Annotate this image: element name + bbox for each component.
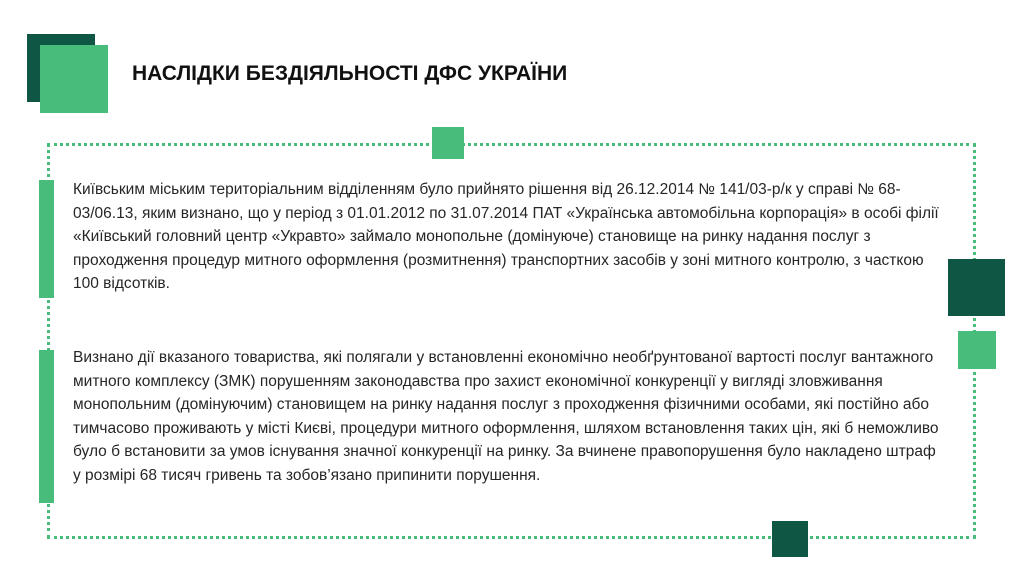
- paragraph-2: Визнано дії вказаного товариства, які полягали у встановленні економічно необґрунтованої вартості послуг вантажного митного комплексу (ЗМК) порушенням законодавства про захист економічної конкуренції у вигляді зловживання монопольним (домінуючим) становищем на ринку надання послуг з проходження фізичними особами, які постійно або тимчасово проживають у місті Києві, процедури митного оформлення, шляхом встановлення таких цін, які б неможливо було б встановити за умов існування значної конкуренції на ринку. За вчинене правопорушення було накладено штраф у розмірі 68 тисяч гривень та зобов’язано припинити порушення.: [73, 349, 939, 484]
- paragraph-1-accent-bar: [39, 180, 54, 298]
- slide-title: НАСЛІДКИ БЕЗДІЯЛЬНОСТІ ДФС УКРАЇНИ: [132, 62, 568, 85]
- title-decor-light-square: [40, 45, 108, 113]
- frame-bottom-square: [772, 521, 808, 557]
- right-light-square: [958, 331, 996, 369]
- frame-top-square: [432, 127, 464, 159]
- paragraph-2-accent-bar: [39, 350, 54, 503]
- paragraph-1: Київським міським територіальним відділенням було прийнято рішення від 26.12.2014 № 141/03-р/к у справі № 68-03/06.13, яким визнано, що у період з 01.01.2012 по 31.07.2014 ПАТ «Українська автомобільна корпорація» в особі філії «Київський головний центр «Укравто» займало монопольне (домінуюче) становище на ринку надання послуг з проходження процедур митного оформлення (розмитнення) транспортних засобів у зоні митного контролю, з часткою 100 відсотків.: [73, 181, 939, 292]
- right-dark-square: [948, 259, 1005, 316]
